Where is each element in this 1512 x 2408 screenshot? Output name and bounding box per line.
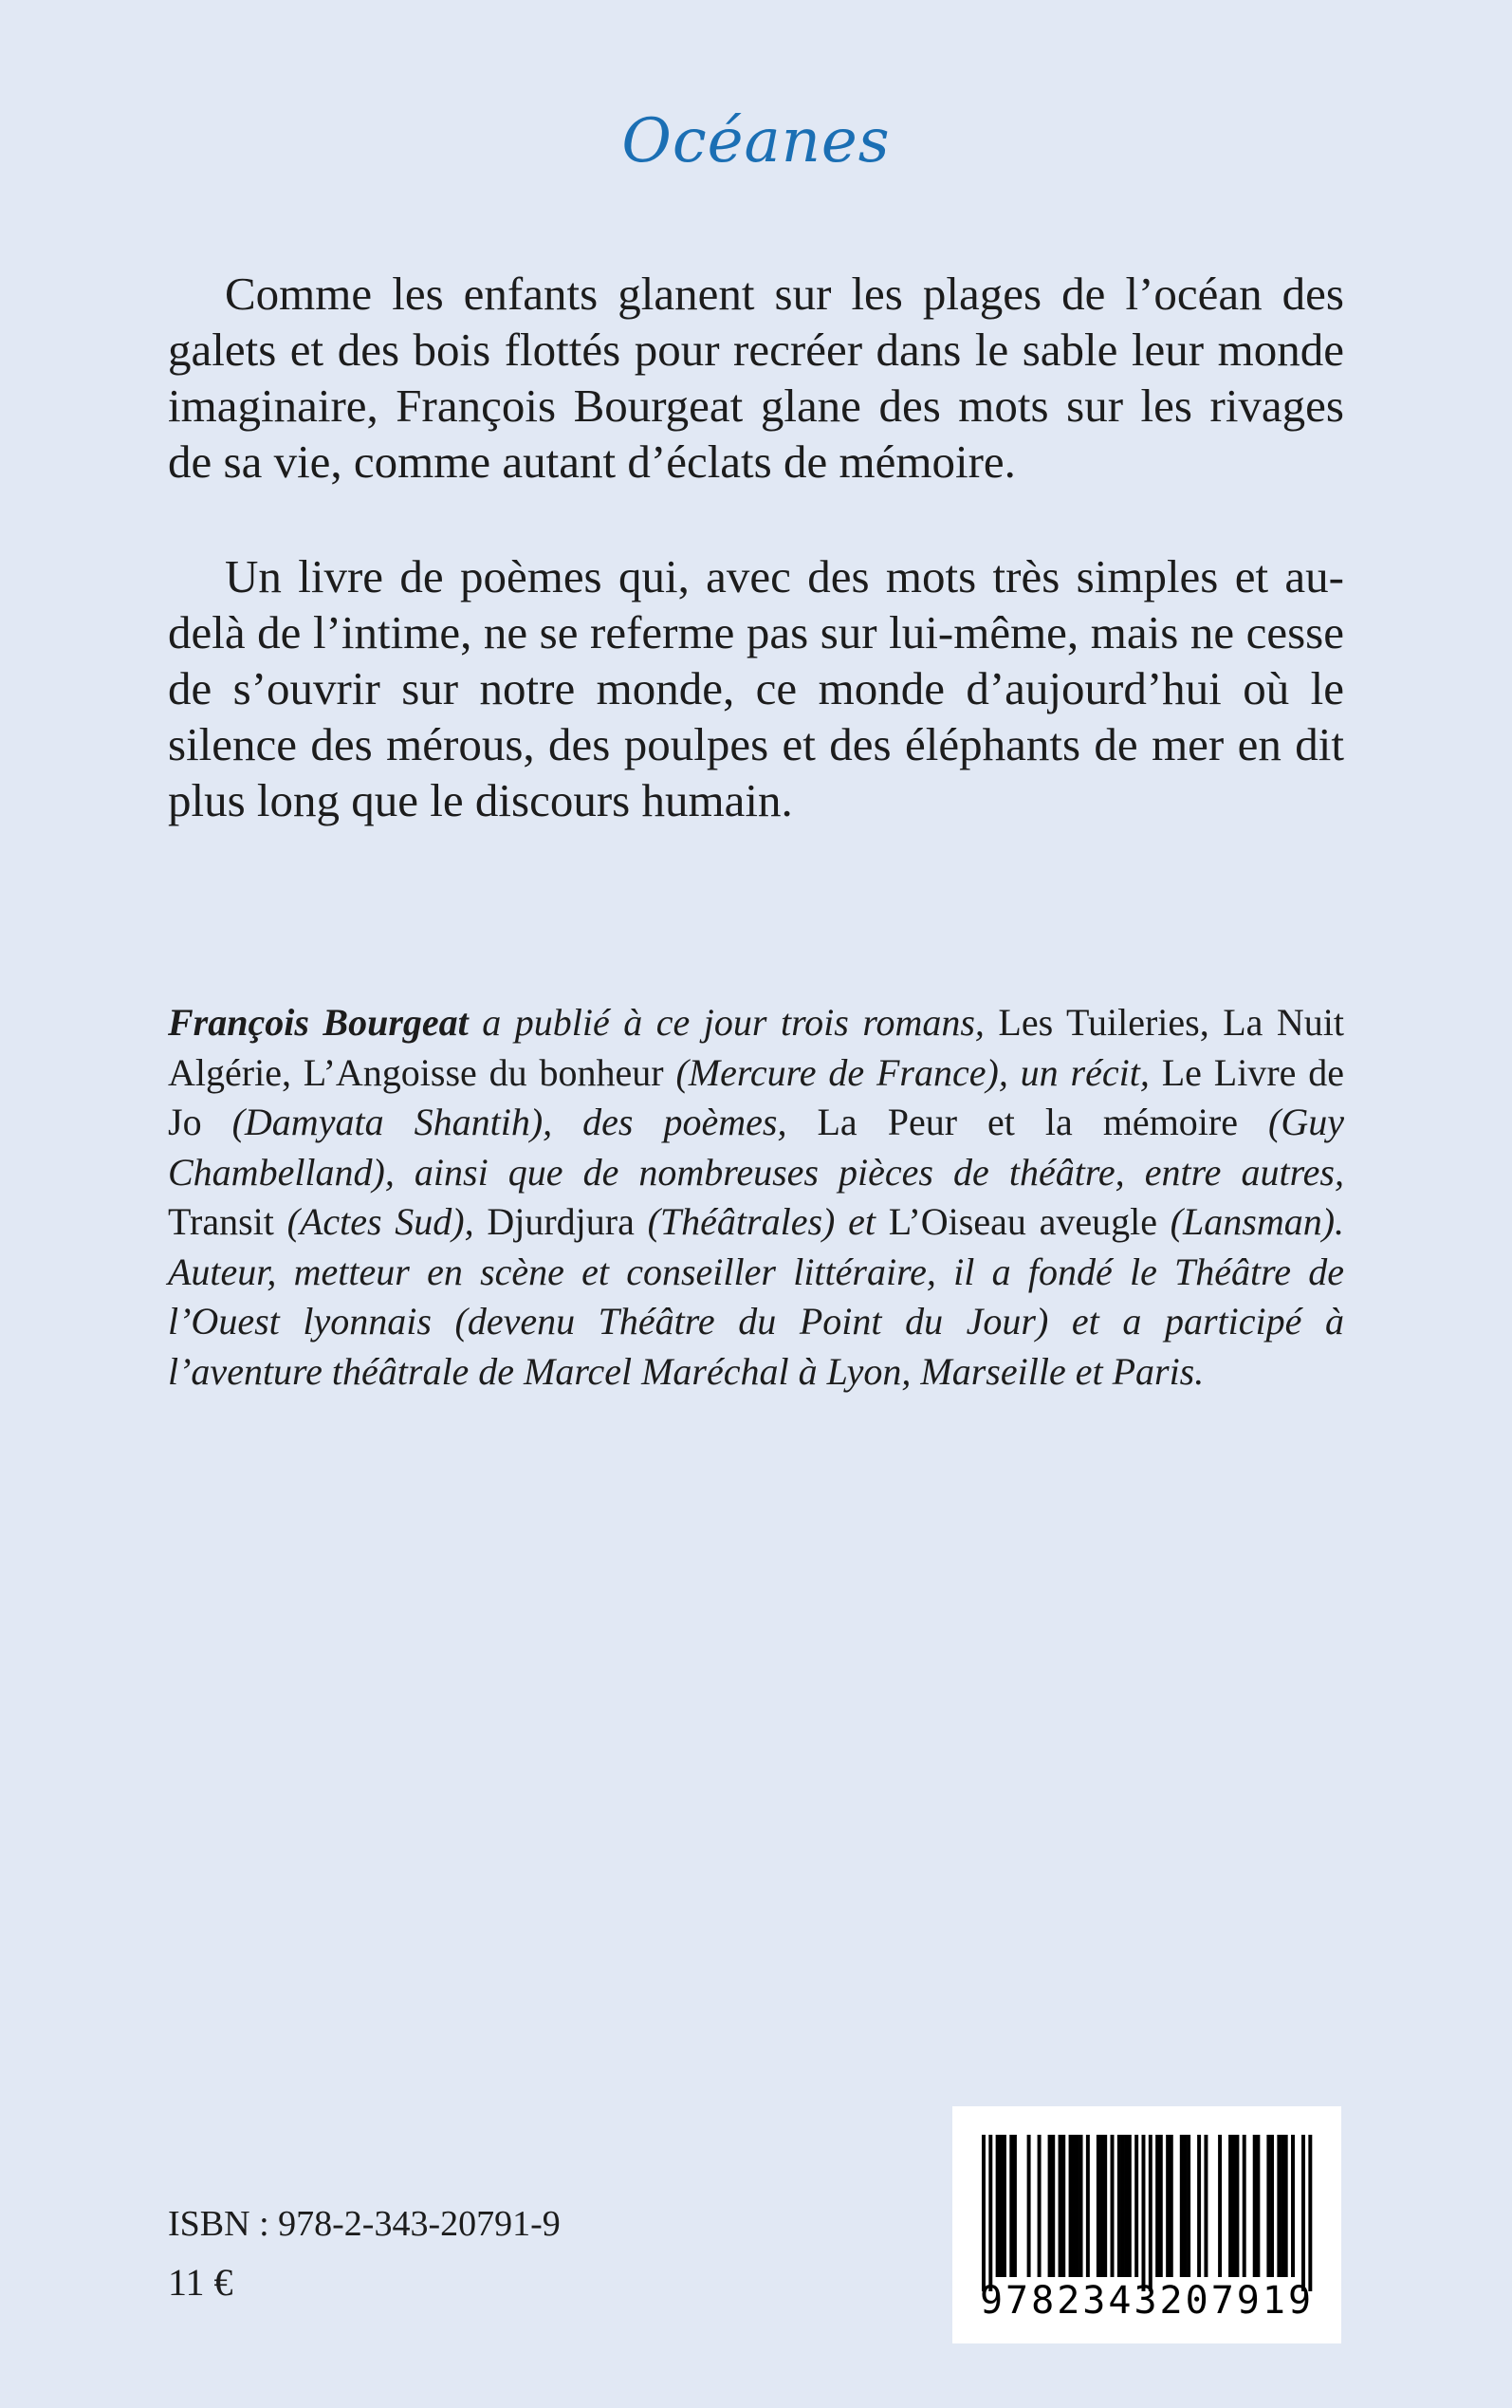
- barcode-bar: [1121, 2135, 1125, 2277]
- blurb-paragraph-1-text: Comme les enfants glanent sur les plages de l’océan des galets et des bois flottés pour recréer dans le sable leur monde imaginaire, François Bourgeat glane des mots sur les rivages de sa vie, comme autant d’éclats de mémoire.: [168, 268, 1344, 488]
- barcode-bar: [1266, 2135, 1270, 2277]
- barcode-bar: [1128, 2135, 1132, 2277]
- barcode-bar: [999, 2135, 1003, 2277]
- book-title: Océanes: [621, 106, 891, 176]
- barcode-bar: [1284, 2135, 1288, 2277]
- barcode: [952, 2106, 1341, 2343]
- barcode-bar: [1204, 2135, 1208, 2277]
- barcode-bar: [1218, 2135, 1222, 2277]
- barcode-bar: [1142, 2135, 1146, 2291]
- barcode-bar: [1124, 2135, 1128, 2277]
- barcode-bar: [1111, 2135, 1115, 2277]
- bio-segment: (Lansman). Auteur, metteur en scène et conseiller littéraire, il a fondé le Théâtre de l’Ouest lyonnais (devenu Théâtre du Point du Jour) et a participé à l’aventure théâtrale de Marcel Maréchal à Lyon, Marseille et Paris.: [168, 1200, 1345, 1393]
- barcode-bar: [1308, 2135, 1312, 2291]
- barcode-bar: [1197, 2135, 1201, 2277]
- blurb-paragraph-2-text: Un livre de poèmes qui, avec des mots très simples et au-delà de l’intime, ne se referme pas sur lui-même, mais ne cesse de s’ouvrir sur notre monde, ce monde d’aujourd’hui où le silence des mérous, des poulpes et des éléphants de mer en dit plus long que le discours humain.: [168, 550, 1344, 826]
- barcode-bar: [1166, 2135, 1170, 2277]
- blurb-paragraph-1: [168, 266, 1344, 490]
- barcode-bar: [1061, 2135, 1065, 2277]
- barcode-bar: [1277, 2135, 1281, 2277]
- bio-segment: (Damyata Shantih), des poèmes,: [201, 1101, 818, 1143]
- author-bio: [168, 998, 1344, 1397]
- barcode-bar: [1100, 2135, 1104, 2277]
- barcode-bar: [1301, 2135, 1305, 2291]
- barcode-bar: [1048, 2135, 1052, 2277]
- bio-segment: (Guy Chambelland), ainsi que de nombreuses pièces de théâtre, entre autres,: [168, 1101, 1344, 1194]
- barcode-bar: [1086, 2135, 1090, 2277]
- bio-work-title: La Peur et la mémoire: [817, 1101, 1238, 1143]
- barcode-bar: [1072, 2135, 1076, 2277]
- barcode-bar: [1003, 2135, 1006, 2277]
- bio-work-title: Le Livre de Jo: [168, 1050, 1345, 1143]
- bio-work-title: Djurdjura: [487, 1200, 635, 1243]
- barcode-bar: [1256, 2135, 1260, 2277]
- barcode-bar: [1228, 2135, 1232, 2277]
- barcode-bars: [971, 2135, 1322, 2296]
- barcode-bar: [1027, 2135, 1031, 2277]
- barcode-bar: [1038, 2135, 1042, 2277]
- barcode-bar: [996, 2135, 1000, 2277]
- barcode-bar: [1134, 2135, 1138, 2277]
- barcode-bar: [1183, 2135, 1187, 2277]
- barcode-bar: [1232, 2135, 1236, 2277]
- barcode-bar: [1155, 2135, 1159, 2277]
- barcode-bar: [1103, 2135, 1107, 2277]
- barcode-bar: [1051, 2135, 1055, 2277]
- author-name: François Bourgeat: [168, 1001, 469, 1044]
- barcode-bar: [1059, 2135, 1062, 2277]
- barcode-bar: [982, 2135, 986, 2291]
- barcode-bar: [1117, 2135, 1121, 2277]
- barcode-bar: [1069, 2135, 1073, 2277]
- barcode-digits: 9782343207919: [979, 2279, 1315, 2323]
- bio-work-title: Transit: [168, 1200, 274, 1243]
- barcode-bar: [1243, 2135, 1246, 2277]
- barcode-bar: [1270, 2135, 1274, 2277]
- price-text: 11 €: [168, 2261, 233, 2304]
- bio-work-title: L’Oiseau aveugle: [888, 1200, 1157, 1243]
- bio-segment: (Théâtrales) et: [634, 1200, 889, 1243]
- bio-work-title: Les Tuileries, La Nuit Algérie, L’Angoisse du bonheur: [168, 1001, 1345, 1094]
- barcode-bar: [1097, 2135, 1100, 2277]
- bio-segment: a publié à ce jour trois romans,: [468, 1001, 999, 1044]
- barcode-bar: [1079, 2135, 1083, 2277]
- bio-segment: (Actes Sud),: [273, 1200, 488, 1243]
- blurb-paragraph-2: [168, 548, 1344, 828]
- bio-segment: (Mercure de France), un récit,: [663, 1050, 1162, 1094]
- barcode-bar: [1076, 2135, 1079, 2277]
- barcode-bar: [1013, 2135, 1017, 2277]
- barcode-bar: [1281, 2135, 1284, 2277]
- barcode-bar: [1149, 2135, 1152, 2291]
- barcode-bar: [1291, 2135, 1295, 2277]
- barcode-bar: [1009, 2135, 1013, 2277]
- barcode-bar: [1180, 2135, 1184, 2277]
- barcode-bar: [1187, 2135, 1190, 2277]
- barcode-bar: [1159, 2135, 1163, 2277]
- isbn-text: ISBN : 978-2-343-20791-9: [168, 2204, 561, 2244]
- barcode-bar: [1170, 2135, 1173, 2277]
- barcode-bar: [1235, 2135, 1239, 2277]
- barcode-bar: [1253, 2135, 1257, 2277]
- barcode-bar: [988, 2135, 992, 2291]
